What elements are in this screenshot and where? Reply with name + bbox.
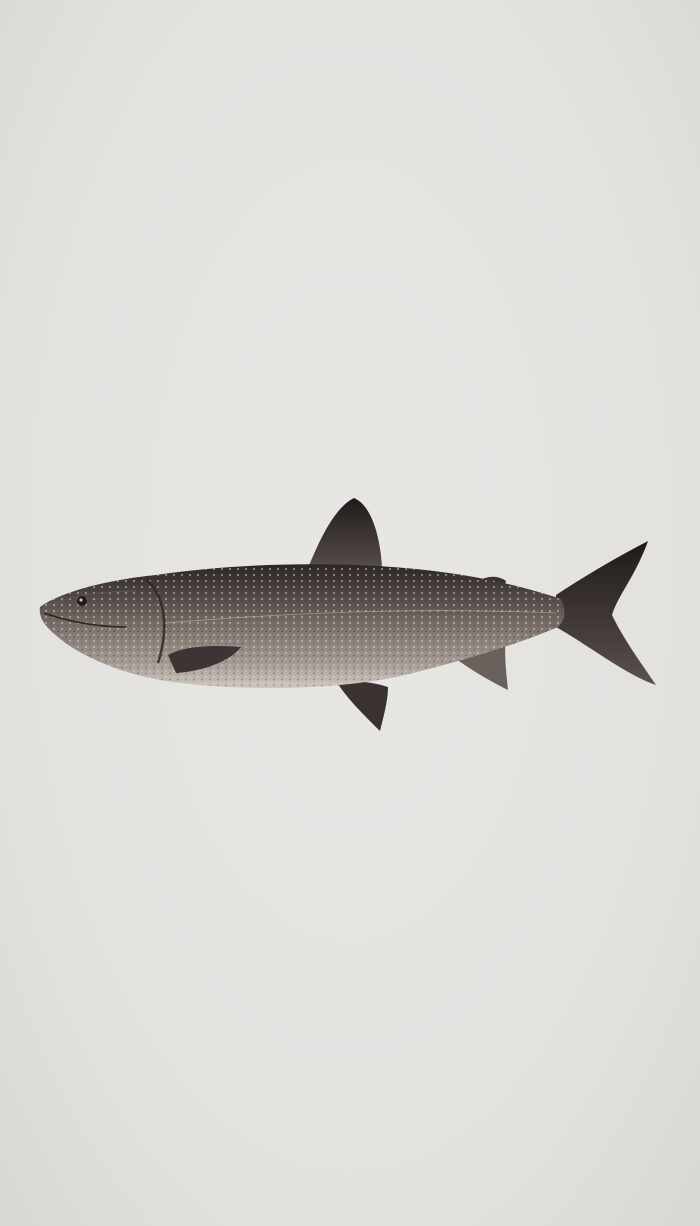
dorsal-fin xyxy=(306,498,382,573)
tail-fin xyxy=(556,541,656,685)
fish-illustration xyxy=(36,495,660,735)
figure-mackinaw-trout xyxy=(36,495,660,735)
